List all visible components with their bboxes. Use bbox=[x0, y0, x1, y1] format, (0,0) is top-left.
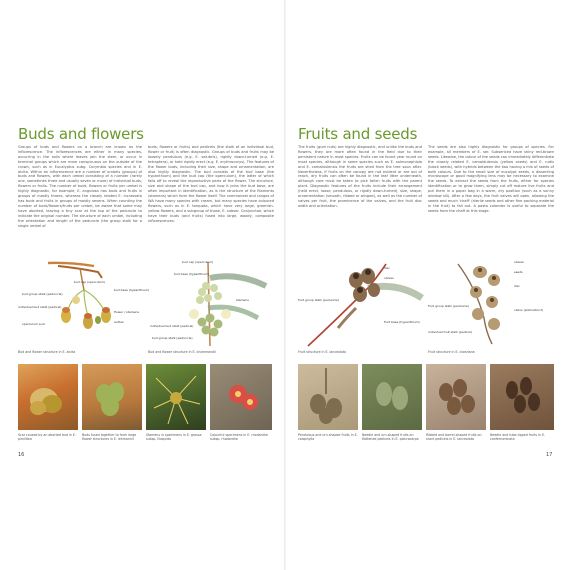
label-b-valves: valves bbox=[514, 260, 524, 264]
page-number-right: 17 bbox=[546, 452, 553, 458]
photo-stamens bbox=[146, 364, 206, 430]
label-anther: anther bbox=[114, 320, 124, 324]
label-b-disc: disc bbox=[514, 284, 520, 288]
photo-colourful-stamens bbox=[210, 364, 272, 430]
right-body-col2: The seeds are also highly diagnostic for groups of species. For example, all members of E. ser. Subsericea have shiny red-brown seeds. Likewise, the colour of the seeds can immediately differentiate the closely related E. camaldulensis (yellow seeds) and E. rudis (black seeds), with hybrids between the two having a mix of seeds of both colours. Due to the small size of eucalypt seeds, a dissecting microscope or good magnifying lens may be necessary to examine the seeds. To extract the seeds from the fruits, either for species identification or to grow them, simply cut off mature live fruits and put them in a paper bag in a warm, dry position (such as a sunny window sill). After a few days, the fruit valves will open, allowing the seeds and much 'chaff' (sterile seeds and other fine packing material in the fruit) to fall out. A pasta colander is useful to separate the seeds from the chaff at this stage. bbox=[428, 145, 555, 213]
photo-ribbed-fruits bbox=[426, 364, 486, 430]
section-heading-fruits: Fruits and seeds bbox=[298, 125, 418, 143]
label-valves: valves bbox=[384, 276, 394, 280]
label-b-fruit-group-stalk: fruit group stalk (peduncle) bbox=[428, 304, 470, 308]
photo-tube-fruits bbox=[490, 364, 554, 430]
caption-diagram-b: Bud and flower structure in E. drummondii bbox=[148, 350, 216, 354]
label-b-bud-cap: bud cap (operculum) bbox=[182, 260, 214, 264]
label-bud-stalk: individual bud stalk (pedicel) bbox=[18, 305, 62, 309]
label-b-seeds: seeds bbox=[514, 270, 523, 274]
book-gutter bbox=[284, 0, 286, 570]
label-operculum-scar: operculum scar bbox=[22, 322, 46, 326]
label-b-peduncle: bud group stalk (peduncle) bbox=[152, 336, 193, 340]
label-bud-group-stalk: bud group stalk (peduncle) bbox=[22, 292, 63, 296]
label-bud-cap: bud cap (operculum) bbox=[74, 280, 106, 284]
bud-diagram-alcita bbox=[18, 258, 150, 348]
caption-fruit-diagram-a: Fruit structure in E. lanceolata bbox=[298, 350, 347, 354]
photo-caption-r2: Needle and urn-shaped fruits on flattened pedicels in E. pleurocarpa bbox=[362, 433, 419, 442]
photo-aborted-bud-scar bbox=[18, 364, 78, 430]
section-heading-buds: Buds and flowers bbox=[18, 125, 144, 143]
right-body-col1: The fruits (gum nuts) are highly diagnostic, and unlike the buds and flowers, they are more often found in the field due to their persistent nature in most species. Fruits can be found year round on most species, although in some species such as E. salmonophloia and E. camaldulensis the fruits are shed from the tree soon after. Nevertheless, if fruits on the canopy are not evident or are out of reach, dry fruits can often be found in the leaf litter underneath, although care must be taken to pick fallen fruits with the parent plant. Diagnostic features of the fruits include their arrangement (held erect, loose, pendulous, or rigidly down-turned), size, shape, ornamentation (smooth, ribbed or winged), as well as the number of valves per fruit, the prominence of the valves, and the fruit disc width and orientation. bbox=[298, 145, 422, 208]
label-fruit-base: fruit base (hypanthium) bbox=[384, 320, 420, 324]
left-body-col2: buds, flowers or fruits) and pedicels (the stalk of an individual bud, flower or fruit) is often diagnostic. Groups of buds and fruits may be loosely pendulous (e.g. E. salubris), rigidly down-turned (e.g. E. tetraptera), or held rigidly erect (e.g. E. erythrocorys). The features of the flower buds, including their size, shape and ornamentation, are also highly diagnostic. The bud consists of the bud base (the hypanthium) and the bud cap (the operculum), the latter of which falls off to reveal the reproductive parts of the flower. The structure, size and shape of the bud cap, and how it joins the bud base, are often important in identification, as is the structure of the filaments (stamens) which form the flower itself. The commonest and ranges of WA have many species with cream, but many species have coloured flowers, such as in E. torquata, which have very large, greenish-yellow flowers, and a subgroup of those, E. subser. Conjunctae, which have their buds (and fruits) fused into large, woody, composite inflorescences. bbox=[148, 145, 274, 223]
label-bud-base: bud base (hypanthium) bbox=[114, 288, 150, 292]
photo-caption-1: Scar caused by an aborted bud in E. pimilitea bbox=[18, 433, 76, 442]
photo-caption-r1: Pendulous and urn-shaped fruits in E. calophylla bbox=[298, 433, 358, 442]
label-b-stamens: stamens bbox=[236, 298, 249, 302]
fruit-diagram-cloeziana bbox=[428, 258, 556, 348]
label-flower: flower / stamens bbox=[114, 310, 139, 314]
label-b-callus: callus (pollination?) bbox=[514, 308, 544, 312]
label-disc: disc bbox=[384, 266, 390, 270]
page-number-left: 16 bbox=[18, 452, 25, 458]
left-body-col1: Groups of buds and flowers on a branch are known as the inflorescence. The inflorescences are either in many species, occurring in the axils where leaves join the stem, or occur in terminal groups which are more conspicuous on the outside of the crown, such as in Eucalyptus subg. Corymbia species and in E. alcita. Within an inflorescence are a number of umbels (groups) of buds and flowers, with each umbel consisting of a number (rarely one, sometimes three and usually seven or more) of individual buds, flowers or fruits. The number of buds, flowers or fruits per umbel is highly diagnostic, for example, E. angulosa has buds and fruits in groups of mostly threes, whereas the closely related E. incrassata has buds and fruits in groups of mostly sevens. When counting the number of buds/flowers/fruits per umbel, be aware that some may have aborted, leaving a tiny scar at the top of the peduncle to indicate the original number. The structure of each umbel, including the orientation and length of the peduncle (the group stalk for a single umbel of bbox=[18, 145, 142, 228]
fruit-diagram-lanceolata bbox=[298, 258, 426, 348]
photo-urn-fruits bbox=[362, 364, 422, 430]
photo-pendulous-fruits bbox=[298, 364, 358, 430]
photo-caption-r4: Needle and tube-tipped fruits in E. conferruminata bbox=[490, 433, 545, 442]
label-b-pedicel: individual fruit stalk (pedicel) bbox=[428, 330, 472, 334]
photo-caption-4: Colourful specimens in E. rhodanthe subsp. rhodanthe bbox=[210, 433, 268, 442]
photo-fused-buds bbox=[82, 364, 142, 430]
label-fruit-group-stalk: fruit group stalk (peduncle) bbox=[298, 298, 340, 302]
bud-diagram-drummondii bbox=[148, 258, 276, 348]
label-b-bud-base: bud base (hypanthium) bbox=[174, 272, 210, 276]
caption-diagram-a: Bud and flower structure in E. alcita bbox=[18, 350, 76, 354]
caption-fruit-diagram-b: Fruit structure in E. cloeziana bbox=[428, 350, 475, 354]
label-b-pedicel: individual bud stalk (pedicel) bbox=[150, 324, 194, 328]
photo-caption-3: Stamens in specimens in E. grossa subsp. illaquida bbox=[146, 433, 202, 442]
photo-caption-2: Buds fused together to form large flower structures in E. lehmannii bbox=[82, 433, 137, 442]
photo-caption-r3: Ribbed and barrel-shaped fruits on short pedicels in E. lanceolata bbox=[426, 433, 482, 442]
